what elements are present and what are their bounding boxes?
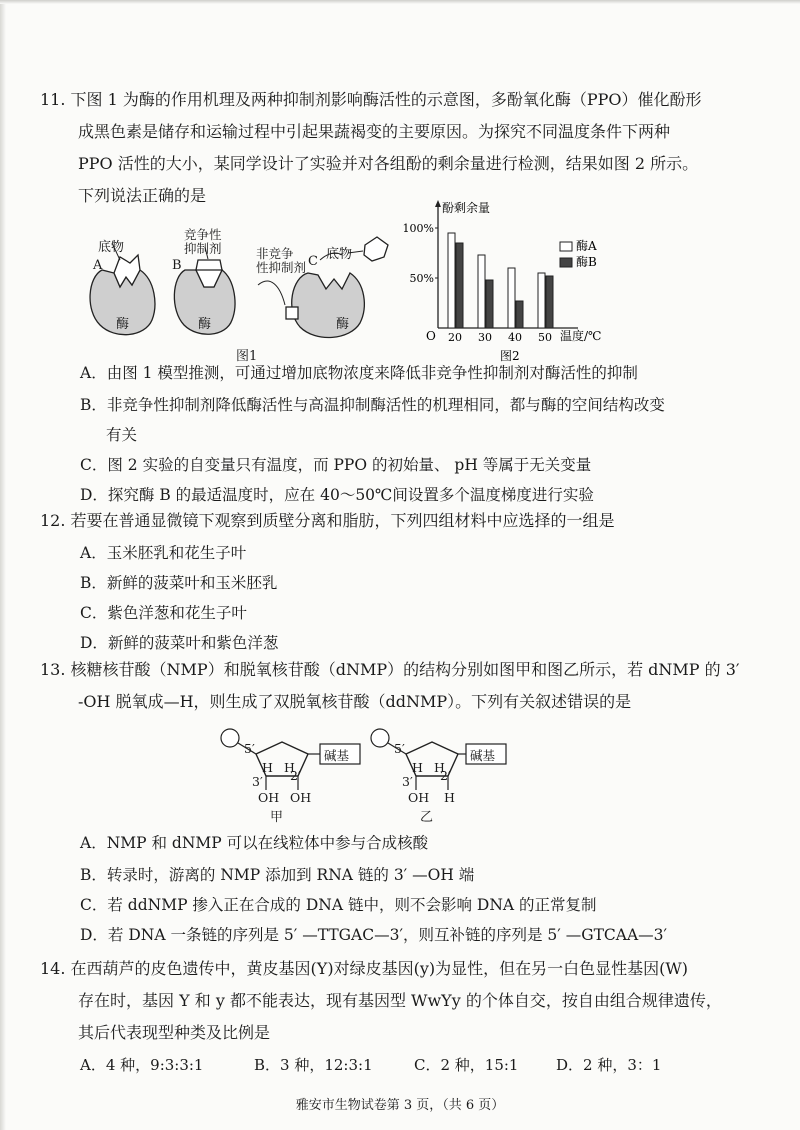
q11-option-b-line1: B．非竞争性抑制剂降低酶活性与高温抑制酶活性的机理相同，都与酶的空间结构改变 [80,396,665,414]
q14-stem-text1: 在西葫芦的皮色遗传中，黄皮基因(Y)对绿皮基因(y)为显性，但在另一白色显性基因(W) [70,959,689,978]
q11-stem-line4: 下列说法正确的是 [78,186,207,205]
x-tick-label: 50 [538,331,552,344]
x-tick-label: 40 [508,331,522,344]
x-tick-label: 30 [478,331,492,344]
fig1-caption: 图1 [236,349,258,364]
q11-figure1 [80,215,420,365]
q13-two-prime-left: 2′ [290,768,301,783]
fig1-enzyme-b-label: 酶 [198,317,212,332]
fig1-label-a: A [93,258,103,273]
phosphate-left-icon [221,729,239,747]
fig1-substrate-c-label: 底物 [326,247,353,262]
q14-option-c: C．2 种，15:1 [414,1056,519,1074]
q13-h-right-1: H [412,760,423,775]
q13-option-c: C．若 ddNMP 掺入正在合成的 DNA 链中，则不会影响 DNA 的正常复制 [80,896,597,914]
q11-option-c: C．图 2 实验的自变量只有温度，而 PPO 的初始量、 pH 等属于无关变量 [80,456,592,474]
q14-stem-line1 [40,953,688,985]
q13-caption-right: 乙 [420,810,434,825]
q11-stem-text1: 下图 1 为酶的作用机理及两种抑制剂影响酶活性的示意图，多酚氧化酶（PPO）催化酚形 [70,90,702,109]
q13-h-left-2: H [284,760,295,775]
q11-option-b-line2: 有关 [106,426,138,444]
q13-stem-line1 [40,654,740,686]
q13-base-left: 碱基 [324,748,350,763]
q13-caption-left: 甲 [270,810,284,825]
q13-stem-text1: 核糖核苷酸（NMP）和脱氧核苷酸（dNMP）的结构分别如图甲和图乙所示，若 dNMP 的 3′ [70,660,740,679]
fig1-noncompetitive-line1: 非竞争 [256,246,294,261]
q11-figure2-chart [400,190,610,365]
q13-five-prime-right: 5′ [394,741,405,756]
chart-origin: O [426,329,436,343]
bar-酶B-50 [546,276,553,328]
y-tick-label: 50% [409,272,434,285]
legend-swatch-酶A [560,242,572,251]
fig1-competitive-line1: 竞争性 [184,227,222,242]
q14-stem-line3: 其后代表现型种类及比例是 [78,1023,271,1042]
legend-label: 酶A [576,239,597,253]
q12-stem-text: 若要在普通显微镜下观察到质壁分离和脂肪，下列四组材料中应选择的一组是 [70,511,615,530]
scan-top-edge [0,0,800,4]
q13-three-prime-right: 3′ [402,774,413,789]
q13-h-right-2: H [434,760,445,775]
q12-option-d: D．新鲜的菠菜叶和紫色洋葱 [80,634,279,652]
q11-stem-line3: PPO 活性的大小，某同学设计了实验并对各组酚的剩余量进行检测，结果如图 2 所示。 [78,154,699,173]
fig1-competitive-line2: 抑制剂 [184,241,222,256]
substrate-c-shape [364,237,388,261]
q11-option-a: A．由图 1 模型推测，可通过增加底物浓度来降低非竞争性抑制剂对酶活性的抑制 [80,364,638,382]
bar-酶B-20 [456,243,463,328]
q13-oh-left-2: OH [290,790,312,805]
q13-h-left-1: H [262,760,273,775]
q13-oh-left-3: OH [258,790,280,805]
x-axis-label: 温度/℃ [560,329,602,343]
q13-number: 13. [40,660,66,679]
bar-酶B-40 [516,301,523,328]
fig1-enzyme-a-label: 酶 [116,317,130,332]
q11-option-d: D．探究酶 B 的最适温度时，应在 40～50℃间设置多个温度梯度进行实验 [80,486,594,504]
q13-oh-right-3: OH [408,790,430,805]
q14-option-a: A．4 种，9:3:3:1 [80,1056,204,1074]
q12-number: 12. [40,511,66,530]
y-axis-label: 酚剩余量 [442,201,491,215]
page-footer: 雅安市生物试卷第 3 页，（共 6 页） [295,1098,505,1113]
fig1-label-b: B [172,258,182,273]
q13-h-right-2prime: H [444,790,455,805]
fig1-label-c: C [308,254,318,269]
fig1-noncompetitive-line2: 性抑制剂 [256,260,307,275]
chart-caption: 图2 [500,349,520,363]
q12-option-b: B．新鲜的菠菜叶和玉米胚乳 [80,574,278,592]
bar-酶A-50 [538,273,545,328]
q14-option-d: D．2 种，3：1 [556,1056,662,1074]
q13-two-prime-right: 2′ [440,768,451,783]
q13-option-a: A．NMP 和 dNMP 可以在线粒体中参与合成核酸 [80,834,429,852]
phosphate-right-icon [371,729,389,747]
bar-酶A-20 [448,233,455,328]
q11-stem-line2: 成黑色素是储存和运输过程中引起果蔬褐变的主要原因。为探究不同温度条件下两种 [78,122,671,141]
q13-stem-line2: -OH 脱氧成—H，则生成了双脱氧核苷酸（ddNMP）。下列有关叙述错误的是 [78,692,632,711]
bar-酶A-40 [508,268,515,328]
q12-option-a: A．玉米胚乳和花生子叶 [80,544,247,562]
q13-nucleotide-figure [210,720,510,820]
y-axis-arrow [435,200,441,207]
bar-酶B-30 [486,280,493,328]
q14-stem-line2: 存在时，基因 Y 和 y 都不能表达，现有基因型 WwYy 的个体自交，按自由组合规律遗传， [78,991,722,1010]
q14-number: 14. [40,959,66,978]
noncompetitive-inhibitor-shape [286,307,298,319]
fig1-noncompetitive-label [256,247,306,275]
x-tick-label: 20 [448,331,462,344]
q13-five-prime-left: 5′ [244,741,255,756]
fig1-enzyme-c-label: 酶 [336,317,350,332]
q13-option-d: D．若 DNA 一条链的序列是 5′ —TTGAC—3′，则互补链的序列是 5′ —GTCAA—3′ [80,926,668,944]
legend-label: 酶B [576,255,597,269]
bar-酶A-30 [478,255,485,328]
scan-edge [0,0,6,1130]
q12-stem [40,505,615,537]
q13-three-prime-left: 3′ [252,774,263,789]
q13-base-right: 碱基 [470,748,496,763]
y-tick-label: 100% [402,222,434,235]
fig1-substrate-label: 底物 [98,240,125,255]
q11-stem-line1 [40,84,702,116]
q11-number: 11. [40,90,66,109]
q12-option-c: C．紫色洋葱和花生子叶 [80,604,247,622]
q13-option-b: B．转录时，游离的 NMP 添加到 RNA 链的 3′ —OH 端 [80,866,475,884]
fig1-competitive-label [184,228,222,256]
enzyme-c-shape [292,273,365,338]
legend-swatch-酶B [560,258,572,267]
q14-option-b: B．3 种，12:3:1 [254,1056,373,1074]
